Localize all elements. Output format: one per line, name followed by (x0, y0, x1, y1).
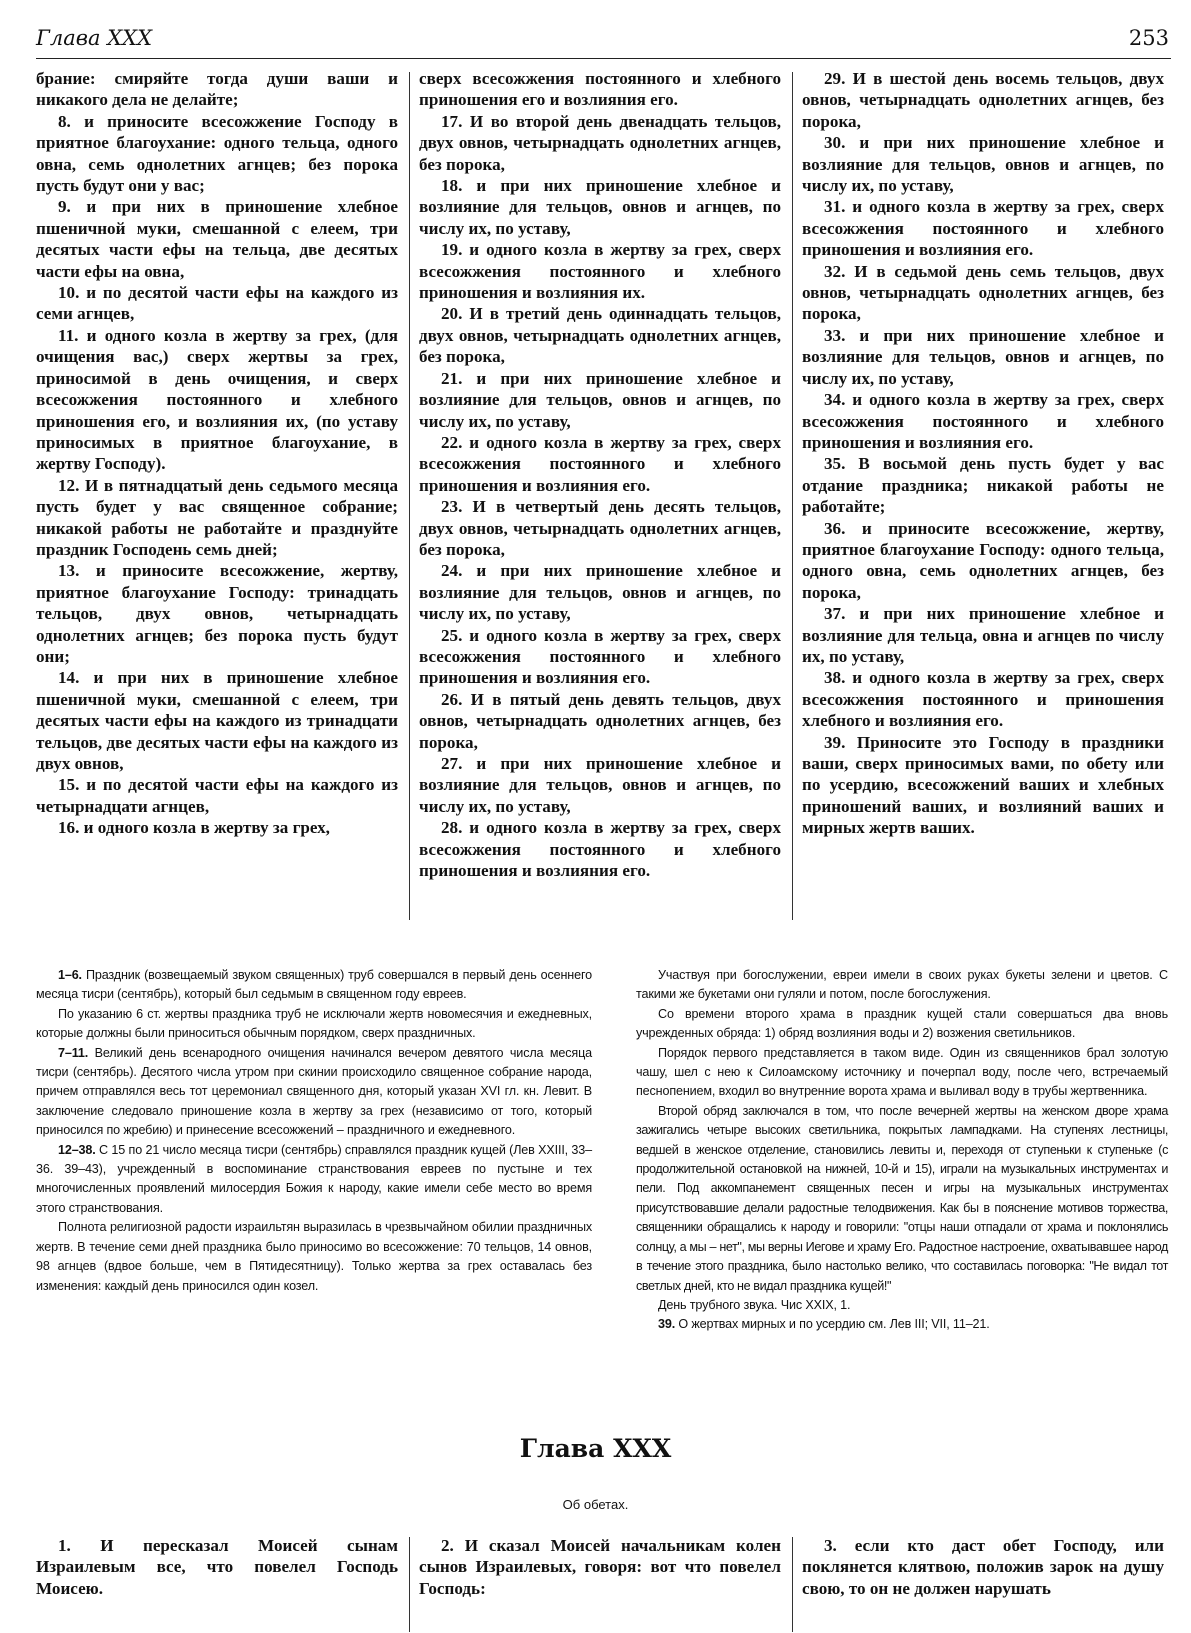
verse: 31. и одного козла в жертву за грех, сверх всесожжения постоянного и хлебного приношения и возлияния его. (802, 197, 1164, 260)
verse: 19. и одного козла в жертву за грех, сверх всесожжения постоянного и хлебного приношения и возлияния их. (419, 240, 781, 303)
verse: 11. и одного козла в жертву за грех, (для очищения вас,) сверх жертвы за грех, приносимой в день очищения, и сверх всесожжения постоянного и хлебного приношения его, и возлияния их, (по уставу приносимых в приятное благоухание, в жертву Господу). (36, 325, 398, 474)
scripture-column-1 (36, 68, 398, 928)
verse: 37. и при них приношение хлебное и возлияние для тельца, овна и агнцев по числу их, по уставу, (802, 604, 1164, 666)
scripture-columns (36, 68, 1171, 928)
verse: 38. и одного козла в жертву за грех, сверх всесожжения постоянного и приношения хлебного и возлияния его. (802, 668, 1164, 731)
verse: 39. Приносите это Господу в праздники ваши, сверх приносимых вами, по обету или по усердию, всесожжений ваших и хлебных приношений ваших, и возлияний ваших и мирных жертв ваших. (802, 732, 1164, 838)
verse: 36. и приносите всесожжение, жертву, приятное благоухание Господу: одного тельца, одного овна, семь однолетних агнцев, без порока, (802, 518, 1164, 602)
verse: 16. и одного козла в жертву за грех, (58, 818, 330, 838)
commentary-paragraph: Участвуя при богослужении, евреи имели в своих руках букеты зелени и цветов. С такими же букетами они гуляли и потом, после богослужения. (636, 968, 1168, 1002)
commentary-ref: 12–38. (58, 1142, 96, 1157)
commentary-column-right (636, 966, 1168, 1335)
commentary-paragraph: 39. О жертвах мирных и по усердию см. Лев III; VII, 11–21. (658, 1317, 990, 1332)
page-number: 253 (1128, 26, 1169, 50)
verse: 22. и одного козла в жертву за грех, сверх всесожжения постоянного и хлебного приношения и возлияния его. (419, 432, 781, 495)
chapter-subtitle: Об обетах. (562, 1497, 629, 1512)
column-divider (792, 72, 793, 920)
verse: 28. и одного козла в жертву за грех, сверх всесожжения постоянного и хлебного приношения и возлияния его. (419, 818, 781, 881)
commentary-ref: 1–6. (58, 968, 82, 982)
chapter-title: Глава XXX (519, 1434, 672, 1463)
verse: 24. и при них приношение хлебное и возлияние для тельцов, овнов и агнцев, по числу их, по уставу, (419, 561, 781, 624)
commentary-paragraph: Полнота религиозной радости израильтян выразилась в чрезвычайном обилии праздничных жертв. В течение семи дней праздника было приносимо во всесожжение: 70 тельцов, 14 овнов, 98 агнцев (вдвое больше, чем в Пятидесятницу). Только жертва за грех оставалась без изменения: каждый день приносился один козел. (36, 1220, 592, 1293)
verse: 14. и при них в приношение хлебное пшеничной муки, смешанной с елеем, три десятых части ефы на каждого из тринадцати тельцов, две десятых части ефы на каждого из двух овнов, (36, 668, 398, 773)
commentary-paragraph: 12–38. С 15 по 21 число месяца тисри (сентябрь) справлялся праздник кущей (Лев XXIII, 33–36. 39–43), учрежденный в воспоминание странствования евреев по пустыне и тех многочисленных проявлений милосердия Божия к народу, какие имели себе место во время этого странствования. (36, 1142, 592, 1215)
verse: 15. и по десятой части ефы на каждого из четырнадцати агнцев, (36, 775, 398, 816)
column-divider (409, 1537, 410, 1632)
next-chapter-column-2 (419, 1535, 781, 1599)
column-divider (792, 1537, 793, 1632)
verse: 25. и одного козла в жертву за грех, сверх всесожжения постоянного и хлебного приношения и возлияния его. (419, 625, 781, 688)
verse: 1. И пересказал Моисей сынам Израилевым все, что повелел Господь Моисею. (36, 1536, 398, 1598)
verse: 27. и при них приношение хлебное и возлияние для тельцов, овнов и агнцев, по числу их, по уставу, (419, 754, 781, 816)
verse: 3. если кто даст обет Господу, или поклянется клятвою, положив зарок на душу свою, то он не должен нарушать (802, 1536, 1164, 1598)
commentary-paragraph: 7–11. Великий день всенародного очищения начинался вечером девятого числа месяца тисри (сентябрь). Десятого числа утром при скинии происходило священное собрание народа, причем отправлялся весь тот церемониал священного дня, который указан XVI гл. кн. Левит. В заключение следовало приношение козла в жертву за грех (независимо от того, который приносился по жребию) и принесение всесожжений – праздничного и ежедневного. (36, 1045, 592, 1138)
verse: 18. и при них приношение хлебное и возлияние для тельцов, овнов и агнцев, по числу их, по уставу, (419, 176, 781, 238)
verse: 9. и при них в приношение хлебное пшеничной муки, смешанной с елеем, три десятых части ефы на тельца, две десятых части ефы на овна, (36, 197, 398, 281)
verse: сверх всесожжения постоянного и хлебного приношения его и возлияния его. (419, 69, 781, 110)
verse: 10. и по десятой части ефы на каждого из семи агнцев, (36, 283, 398, 324)
verse: 2. И сказал Моисей начальникам колен сынов Израилевых, говоря: вот что повелел Господь: (419, 1536, 781, 1598)
verse: 20. И в третий день одиннадцать тельцов, двух овнов, четырнадцать однолетних агнцев, без порока, (419, 304, 781, 367)
verse: брание: смиряйте тогда души ваши и никакого дела не делайте; (36, 69, 398, 110)
running-header (36, 18, 1171, 59)
commentary-paragraph: По указанию 6 ст. жертвы праздника труб не исключали жертв новомесячия и ежедневных, которые должны были приноситься обычным порядком, сверх праздничных. (36, 1006, 592, 1041)
verse: 26. И в пятый день девять тельцов, двух овнов, четырнадцать однолетних агнцев, без порока, (419, 689, 781, 752)
verse: 35. В восьмой день пусть будет у вас отдание праздника; никакой работы не работайте; (802, 454, 1164, 517)
scripture-column-2 (419, 68, 781, 928)
scripture-column-3 (802, 68, 1164, 928)
commentary-paragraph: Второй обряд заключался в том, что после вечерней жертвы на женском дворе храма зажигались четыре высоких светильника, покрытых лампадками. На ступенях лестницы, ведшей в женское отделение, становились левиты и, переходя от ступеньки к ступеньке (с продолжительной остановкой на нижней, 10-й и 15), играли на музыкальных инструментах и пели. Под аккомпанемент священных песен и игры на музыкальных инструментах присутствовавшие делали радостные телодвижения. Как бы в пояснение мотивов торжества, священники обращались к народу и говорили: "отцы наши отпадали от храма и поклонялись солнцу, а мы – нет", мы верны Иегове и храму Его. Радостное настроение, охватывавшее народ в течение этого праздника, было настолько велико, что составилась поговорка: "Не видал тот светлых дней, кто не видал праздника кущей!" (636, 1103, 1168, 1293)
verse: 23. И в четвертый день десять тельцов, двух овнов, четырнадцать однолетних агнцев, без порока, (419, 497, 781, 559)
verse: 21. и при них приношение хлебное и возлияние для тельцов, овнов и агнцев, по числу их, по уставу, (419, 368, 781, 431)
next-chapter-column-3 (802, 1535, 1164, 1599)
verse: 29. И в шестой день восемь тельцов, двух овнов, четырнадцать однолетних агнцев, без порока, (802, 69, 1164, 131)
commentary-ref: 7–11. (58, 1045, 89, 1060)
commentary-paragraph: День трубного звука. Чис XXIX, 1. (658, 1297, 851, 1312)
column-divider (409, 72, 410, 920)
commentary-paragraph: Со времени второго храма в праздник кущей стали совершаться два вновь учрежденных обряда: 1) обряд возлияния воды и 2) возжения светильников. (636, 1006, 1168, 1041)
commentary-column-left (36, 966, 592, 1296)
verse: 8. и приносите всесожжение Господу в приятное благоухание: одного тельца, одного овна, семь однолетних агнцев; без порока пусть будут они у вас; (36, 111, 398, 196)
verse: 12. И в пятнадцатый день седьмого месяца пусть будет у вас священное собрание; никакой работы не работайте и празднуйте праздник Господень семь дней; (36, 475, 398, 559)
verse: 30. и при них приношение хлебное и возлияние для тельцов, овнов и агнцев, по числу их, по уставу, (802, 133, 1164, 196)
commentary (36, 966, 1171, 1386)
next-chapter-columns (36, 1535, 1171, 1630)
verse: 13. и приносите всесожжение, жертву, приятное благоухание Господу: тринадцать тельцов, двух овнов, четырнадцать однолетних агнцев; без порока пусть будут они; (36, 561, 398, 666)
running-title: Глава XXX (36, 26, 153, 50)
verse: 32. И в седьмой день семь тельцов, двух овнов, четырнадцать однолетних агнцев, без порока, (802, 261, 1164, 324)
verse: 34. и одного козла в жертву за грех, сверх всесожжения постоянного и хлебного приношения и возлияния его. (802, 390, 1164, 452)
commentary-paragraph: Порядок первого представляется в таком виде. Один из священников брал золотую чашу, шел с нею к Силоамскому источнику и почерпал воду, после чего, встречаемый песнопением, входил во внутренние ворота храма и выливал воду в трубы жертвенника. (636, 1045, 1168, 1099)
commentary-paragraph: 1–6. Праздник (возвещаемый звуком священных) труб совершался в первый день осеннего месяца тисри (сентябрь), который был седьмым в священном году евреев. (36, 968, 592, 1002)
verse: 33. и при них приношение хлебное и возлияние для тельцов, овнов и агнцев, по числу их, по уставу, (802, 325, 1164, 388)
verse: 17. И во второй день двенадцать тельцов, двух овнов, четырнадцать однолетних агнцев, без порока, (419, 111, 781, 174)
next-chapter-column-1 (36, 1535, 398, 1599)
commentary-ref: 39. (658, 1317, 676, 1332)
